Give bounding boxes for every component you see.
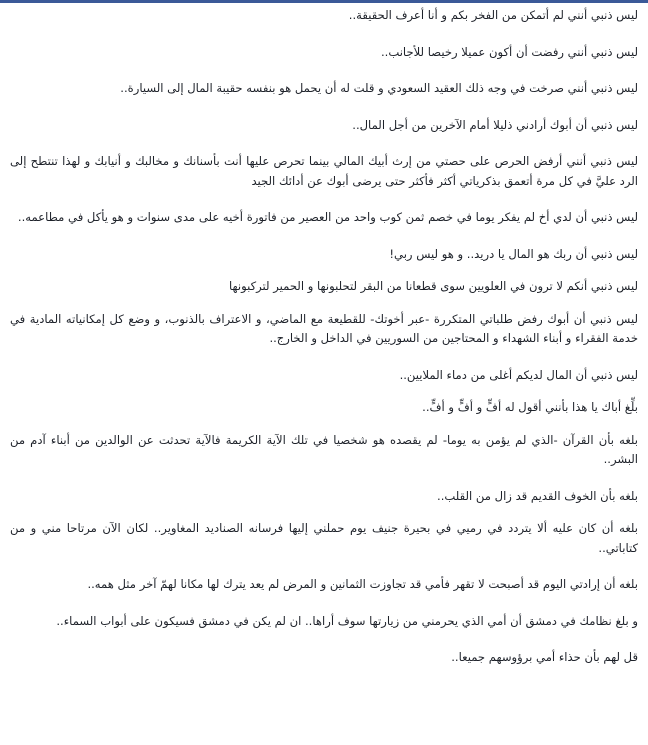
paragraph: بلِّغ أباك يا هذا بأنني أقول له أفٍّ و أفٍّ و أفٍّ.. [422, 400, 638, 414]
paragraph: بلغه أن كان عليه ألا يتردد في رميي في بحيرة جنيف يوم حملني إليها فرسانه الصناديد المغاوير.. لكان الآن مرتاحا مني و من كتاباتي.. [10, 521, 638, 555]
paragraph: ليس ذنبي أنني صرخت في وجه ذلك العقيد السعودي و قلت له أن يحمل هو بنفسه حقيبة المال إلى السيارة.. [120, 81, 638, 95]
paragraph: ليس ذنبي أن أبوك رفض طلباتي المتكررة -عبر أخوتك- للقطيعة مع الماضي، و الاعتراف بالذنوب، و وضع كل إمكانياته المادية في خدمة الفقراء و أبناء الشهداء و المحتاجين من السوريين في الداخل و الخارج.. [10, 311, 638, 345]
paragraph: و بلغ نظامك في دمشق أن أمي الذي يحرمني من زيارتها سوف أراها.. ان لم يكن في دمشق فسيكون على أبواب السماء.. [56, 613, 638, 628]
paragraph: ليس ذنبي أن المال لديكم أغلى من دماء الملايين.. [399, 367, 638, 382]
post-body [0, 3, 648, 745]
paragraph: ليس ذنبي أنكم لا ترون في العلويين سوى قطعانا من البقر لتحلبونها و الحمير لتركبونها [229, 279, 638, 293]
paragraph: ليس ذنبي أنني أرفض الحرص على حصتي من إرث أبيك المالي بينما تحرص عليها أنت بأسنانك و مخالبك و أنيابك و لهذا تنتطح إلى الرد عليَّ في كل مرة أتعمق بذكرياتي أكثر فأكثر حتى يرضى أبوك عن أدائك الجيد [10, 154, 638, 188]
paragraph: بلغه بأن القرآن -الذي لم يؤمن به يوما- لم يقصده هو شخصيا في تلك الآية الكريمة فالآية تحدثت عن الوالدين من أبناء آدم من البشر.. [10, 432, 638, 466]
paragraph: بلغه أن إرادتي اليوم قد أصبحت لا تقهر فأمي قد تجاوزت الثمانين و المرض لم يعد يترك لها مكانا لهمّ آخر مثل همه.. [87, 577, 638, 591]
paragraph: بلغه بأن الخوف القديم قد زال من القلب.. [437, 488, 638, 503]
paragraph: ليس ذنبي أنني لم أتمكن من الفخر بكم و أنا أعرف الحقيقة.. [348, 8, 638, 22]
paragraph: ليس ذنبي أن لدي أخ لم يفكر يوما في خصم ثمن كوب واحد من العصير من فاتورة أخيه على مدى سنوات و هو يأكل في مطاعمه.. [17, 210, 638, 224]
paragraph: ليس ذنبي أن أبوك أرادني ذليلا أمام الآخرين من أجل المال.. [352, 117, 638, 132]
paragraph: ليس ذنبي أن ربك هو المال يا دريد.. و هو ليس ربي! [389, 246, 638, 261]
paragraph: قل لهم بأن حذاء أمي برؤوسهم جميعا.. [451, 650, 638, 664]
paragraph: ليس ذنبي أنني رفضت أن أكون عميلا رخيصا للأجانب.. [380, 44, 638, 59]
